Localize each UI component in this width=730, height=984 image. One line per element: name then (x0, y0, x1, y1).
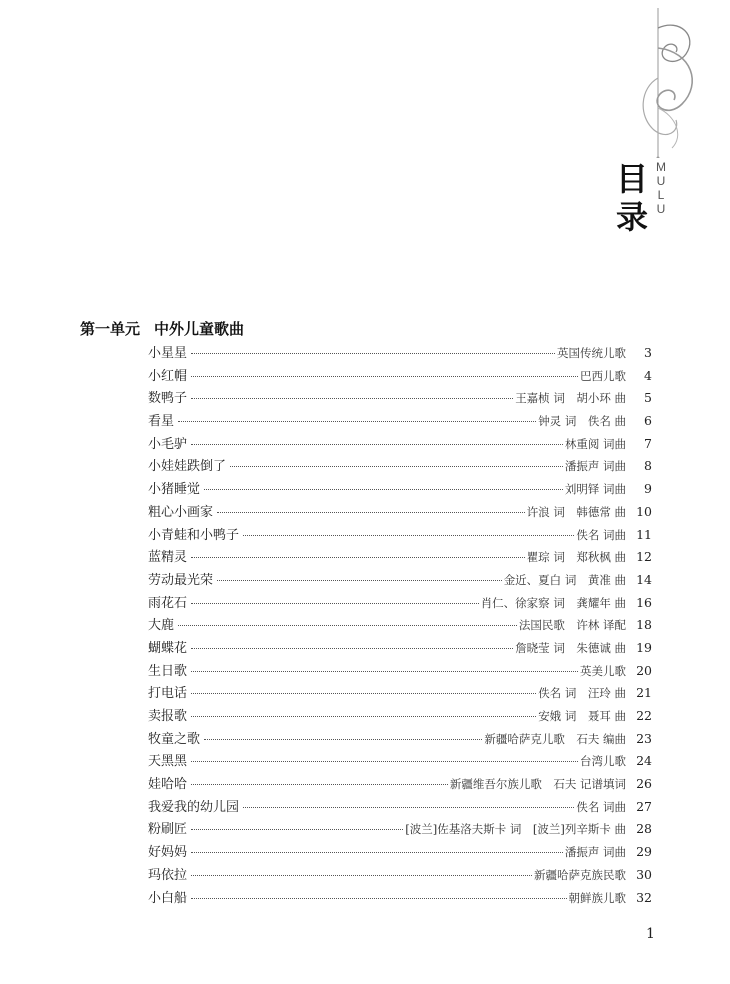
entry-page: 23 (636, 730, 652, 746)
toc-entry[interactable] (148, 637, 652, 660)
entry-author: 巴西儿歌 (580, 368, 626, 383)
dot-leader (191, 874, 532, 876)
toc-entry[interactable] (148, 501, 652, 524)
title-pinyin (654, 160, 668, 216)
dot-leader (191, 692, 536, 694)
title-char: 目 (615, 160, 648, 198)
toc-entry[interactable] (148, 864, 652, 887)
dot-leader (191, 443, 563, 445)
toc-entry[interactable] (148, 365, 652, 388)
unit-heading (80, 318, 244, 339)
entry-author: 台湾儿歌 (580, 754, 626, 769)
entry-page: 5 (644, 390, 652, 406)
dot-leader (191, 851, 563, 853)
entry-page: 19 (636, 639, 652, 655)
flourish-ornament (632, 8, 706, 158)
toc-entry[interactable] (148, 750, 652, 773)
entry-title: 生日歌 (148, 663, 188, 679)
dot-leader (191, 602, 479, 604)
entry-page: 8 (644, 458, 652, 474)
entry-author: 肖仁、徐家察 词 龚耀年 曲 (480, 595, 626, 610)
entry-page: 26 (636, 776, 652, 792)
entry-page: 9 (644, 481, 652, 497)
entry-author: [波兰]佐基洛夫斯卡 词 [波兰]列辛斯卡 曲 (405, 822, 626, 837)
entry-title: 小娃娃跌倒了 (148, 459, 227, 475)
entry-title: 小猪睡觉 (148, 482, 201, 498)
entry-page: 21 (636, 685, 652, 701)
toc-entry[interactable] (148, 592, 652, 615)
toc-entry[interactable] (148, 887, 652, 910)
toc-entry[interactable] (148, 410, 652, 433)
entry-title: 娃哈哈 (148, 777, 188, 793)
entry-author: 王嘉桢 词 胡小环 曲 (515, 391, 626, 406)
toc-entry[interactable] (148, 660, 652, 683)
dot-leader (191, 352, 555, 354)
entry-page: 3 (644, 345, 652, 360)
entry-author: 法国民歌 许林 译配 (518, 618, 626, 633)
entry-page: 22 (636, 708, 652, 723)
entry-author: 英国传统儿歌 (557, 346, 626, 360)
entry-author: 佚名 词曲 (576, 527, 626, 542)
entry-title: 小毛驴 (148, 436, 188, 452)
entry-page: 11 (636, 526, 652, 542)
entry-title: 玛依拉 (148, 867, 188, 883)
entry-page: 18 (636, 617, 652, 633)
dot-leader (243, 806, 574, 808)
entry-author: 佚名 词曲 (576, 799, 626, 814)
entry-author: 詹晓莹 词 朱德诚 曲 (515, 640, 626, 655)
dot-leader (204, 738, 482, 740)
entry-title: 粗心小画家 (148, 504, 214, 520)
entry-title: 打电话 (148, 686, 188, 702)
entry-page: 10 (636, 503, 652, 519)
dot-leader (191, 783, 448, 785)
entry-title: 好妈妈 (148, 845, 188, 861)
entry-author: 新疆哈萨克儿歌 石夫 编曲 (484, 731, 626, 746)
dot-leader (191, 647, 513, 649)
entry-author: 金近、夏白 词 黄准 曲 (503, 572, 626, 587)
entry-title: 劳动最光荣 (148, 572, 214, 588)
dot-leader (191, 397, 513, 399)
dot-leader (178, 624, 517, 626)
entry-title: 数鸭子 (148, 391, 188, 407)
entry-title: 蝴蝶花 (148, 640, 188, 656)
dot-leader (191, 828, 403, 830)
entry-author: 许浪 词 韩德常 曲 (526, 504, 626, 519)
entry-page: 24 (636, 753, 652, 769)
entry-title: 蓝精灵 (148, 550, 188, 566)
entry-title: 卖报歌 (148, 709, 188, 724)
entry-page: 12 (636, 549, 652, 565)
toc-entry[interactable] (148, 433, 652, 456)
entry-page: 4 (644, 367, 652, 383)
title-char: 录 (615, 198, 648, 236)
entry-title: 小白船 (148, 890, 188, 906)
unit-number: 第一单元 (80, 320, 141, 338)
dot-leader (217, 579, 502, 581)
toc-entry[interactable] (148, 796, 652, 819)
entry-page: 28 (636, 821, 652, 837)
toc-entry[interactable] (148, 773, 652, 796)
entry-page: 27 (636, 798, 652, 814)
entry-author: 瞿琮 词 郑秋枫 曲 (526, 550, 626, 565)
toc-entry[interactable] (148, 387, 652, 410)
dot-leader (217, 511, 525, 513)
pinyin-letter: U (656, 202, 666, 216)
dot-leader (191, 715, 536, 717)
dot-leader (191, 760, 578, 762)
entry-page: 7 (644, 435, 652, 451)
toc-entry[interactable] (148, 614, 652, 637)
entry-author: 林重阅 词曲 (564, 436, 626, 451)
dot-leader (191, 670, 578, 672)
entry-page: 20 (636, 662, 652, 678)
entry-title: 小红帽 (148, 368, 188, 384)
entry-title: 小星星 (148, 346, 188, 361)
entry-page: 32 (636, 889, 652, 905)
pinyin-letter: M (656, 160, 666, 174)
toc-entry[interactable] (148, 524, 652, 547)
page-title (612, 160, 652, 236)
pinyin-letter: L (657, 188, 665, 202)
toc-entry[interactable] (148, 705, 652, 728)
entry-author: 佚名 词 汪玲 曲 (538, 686, 626, 701)
toc-entry[interactable] (148, 841, 652, 864)
entry-title: 雨花石 (148, 595, 188, 611)
entry-title: 牧童之歌 (148, 731, 201, 747)
toc-entry[interactable] (148, 818, 652, 841)
toc-entry[interactable] (148, 682, 652, 705)
entry-title: 小青蛙和小鸭子 (148, 527, 240, 543)
pinyin-letter: U (656, 174, 666, 188)
entry-title: 我爱我的幼儿园 (148, 799, 240, 815)
entry-author: 刘明铎 词曲 (564, 482, 626, 497)
dot-leader (230, 465, 563, 467)
toc-entry[interactable] (148, 455, 652, 478)
entry-title: 大鹿 (148, 618, 175, 634)
page-number: 1 (646, 926, 655, 942)
entry-author: 新疆维吾尔族儿歌 石夫 记谱填词 (449, 777, 626, 792)
toc-entry[interactable] (148, 342, 652, 365)
dot-leader (191, 897, 566, 899)
entry-page: 16 (636, 594, 652, 610)
entry-author: 钟灵 词 佚名 曲 (538, 414, 626, 429)
entry-page: 14 (636, 571, 652, 587)
toc-list (148, 342, 652, 909)
entry-author: 朝鲜族儿歌 (568, 890, 626, 905)
dot-leader (204, 488, 563, 490)
dot-leader (178, 420, 536, 422)
dot-leader (191, 375, 578, 377)
entry-title: 粉刷匠 (148, 822, 188, 838)
toc-entry[interactable] (148, 569, 652, 592)
entry-page: 30 (636, 866, 652, 882)
toc-entry[interactable] (148, 728, 652, 751)
entry-title: 天黑黑 (148, 754, 188, 770)
dot-leader (243, 534, 574, 536)
entry-page: 6 (644, 413, 652, 429)
dot-leader (191, 556, 525, 558)
toc-entry[interactable] (148, 478, 652, 501)
entry-author: 潘振声 词曲 (564, 459, 626, 474)
entry-author: 安娥 词 聂耳 曲 (538, 709, 626, 723)
entry-author: 新疆哈萨克族民歌 (534, 867, 626, 882)
entry-page: 29 (636, 844, 652, 860)
entry-title: 看星 (148, 414, 175, 430)
entry-author: 潘振声 词曲 (564, 845, 626, 860)
toc-entry[interactable] (148, 546, 652, 569)
unit-name: 中外儿童歌曲 (154, 320, 245, 338)
entry-author: 英美儿歌 (580, 663, 626, 678)
